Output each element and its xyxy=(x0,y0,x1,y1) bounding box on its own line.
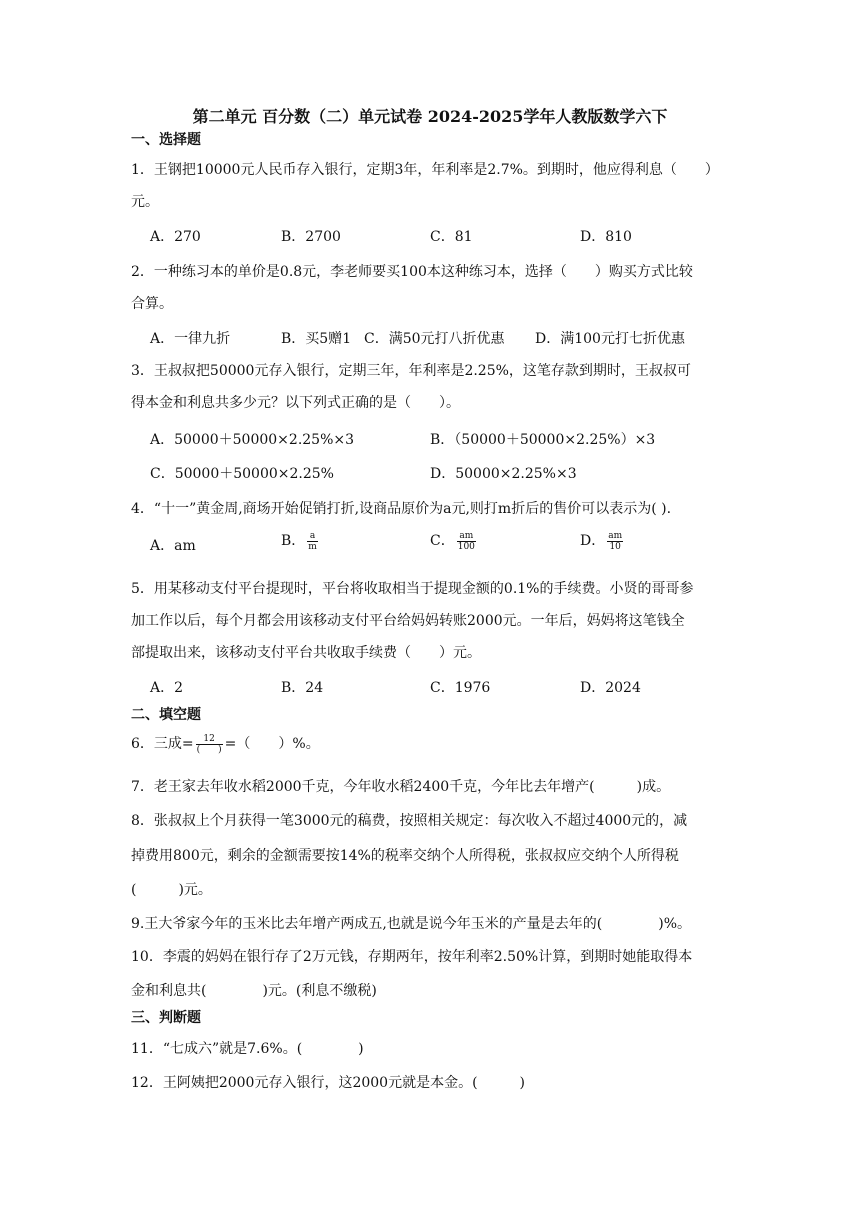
question-2-line-2: 合算。 xyxy=(131,296,173,312)
question-2-option-c: C．满50元打八折优惠 xyxy=(364,331,505,347)
section-heading-choice: 一、选择题 xyxy=(131,132,201,148)
fraction-denominator: m xyxy=(308,541,317,552)
question-2-option-d: D．满100元打七折优惠 xyxy=(535,331,685,347)
question-6-prefix: 6．三成= xyxy=(131,736,194,752)
page-title: 第二单元 百分数（二）单元试卷 2024-2025学年人教版数学六下 xyxy=(192,107,668,126)
question-1-option-d: D．810 xyxy=(580,229,632,245)
question-4-option-c-label: C． xyxy=(430,533,455,549)
question-5-option-d: D．2024 xyxy=(580,680,641,696)
question-1-option-c: C．81 xyxy=(430,229,473,245)
question-8-line-2: 掉费用800元，剩余的金额需要按14%的税率交纳个人所得税，张叔叔应交纳个人所得税 xyxy=(131,848,679,864)
question-4-option-b-label: B． xyxy=(281,533,306,549)
question-6-suffix: =（ ）%。 xyxy=(224,736,320,752)
question-7-line-1: 7．老王家去年收水稻2000千克，今年收水稻2400千克，今年比去年增产( )成。 xyxy=(131,779,671,795)
fraction-denominator: 100 xyxy=(457,541,475,552)
question-6 xyxy=(131,733,731,755)
fraction-denominator: 10 xyxy=(609,541,621,552)
fraction xyxy=(196,734,223,755)
question-3-option-a: A．50000＋50000×2.25%×3 xyxy=(150,432,355,448)
question-12-line-1: 12．王阿姨把2000元存入银行，这2000元就是本金。( ) xyxy=(131,1075,525,1091)
question-2-option-a: A．一律九折 xyxy=(150,331,231,347)
question-4-option-d-label: D． xyxy=(580,533,606,549)
fraction xyxy=(457,531,476,552)
question-4-line-1: 4．“十一”黄金周,商场开始促销打折,设商品原价为a元,则打m折后的售价可以表示为( ). xyxy=(131,501,672,517)
question-5-option-a: A．2 xyxy=(150,680,184,696)
question-9-line-1: 9.王大爷家今年的玉米比去年增产两成五,也就是说今年玉米的产量是去年的( )%。 xyxy=(131,916,692,932)
question-4-option-b xyxy=(281,530,320,552)
question-8-line-3: ( )元。 xyxy=(131,882,212,898)
question-5-option-c: C．1976 xyxy=(430,680,491,696)
question-3-option-b: B．（50000＋50000×2.25%）×3 xyxy=(430,432,656,448)
question-5-option-b: B．24 xyxy=(281,680,324,696)
fraction-numerator: 12 xyxy=(196,734,223,745)
question-8-line-1: 8．张叔叔上个月获得一笔3000元的稿费，按照相关规定：每次收入不超过4000元的，减 xyxy=(131,813,688,829)
fraction xyxy=(607,531,623,552)
question-3-option-c: C．50000＋50000×2.25% xyxy=(150,466,334,482)
fraction-numerator: am xyxy=(608,530,623,541)
question-5-line-2: 加工作以后，每个月都会用该移动支付平台给妈妈转账2000元。一年后，妈妈将这笔钱全 xyxy=(131,613,685,629)
section-heading-fill: 二、填空题 xyxy=(131,707,201,723)
question-5-line-1: 5．用某移动支付平台提现时，平台将收取相当于提现金额的0.1%的手续费。小贤的哥哥参 xyxy=(131,581,694,597)
question-10-line-2: 金和利息共( )元。(利息不缴税) xyxy=(131,983,377,999)
question-1-line-1: 1．王钢把10000元人民币存入银行，定期3年，年利率是2.7%。到期时，他应得利息（ ） xyxy=(131,162,719,178)
question-1-option-a: A．270 xyxy=(150,229,201,245)
question-4-option-d xyxy=(580,530,625,552)
section-heading-judge: 三、判断题 xyxy=(131,1010,201,1026)
fraction-numerator: a xyxy=(307,531,318,542)
question-10-line-1: 10．李震的妈妈在银行存了2万元钱，存期两年，按年利率2.50%计算，到期时她能取得本 xyxy=(131,949,693,965)
question-3-line-2: 得本金和利息共多少元？以下列式正确的是（ ）。 xyxy=(131,395,460,411)
question-1-option-b: B．2700 xyxy=(281,229,341,245)
question-1-line-2: 元。 xyxy=(131,194,159,210)
question-4-option-c xyxy=(430,530,478,552)
fraction-numerator: am xyxy=(457,531,476,542)
question-2-option-b: B．买5赠1 xyxy=(281,331,352,347)
question-11-line-1: 11．“七成六”就是7.6%。( ) xyxy=(131,1041,364,1057)
question-5-line-3: 部提取出来，该移动支付平台共收取手续费（ ）元。 xyxy=(131,645,481,661)
question-4-option-a: A．am xyxy=(150,538,196,554)
question-3-option-d: D．50000×2.25%×3 xyxy=(430,466,577,482)
question-3-line-1: 3．王叔叔把50000元存入银行，定期三年，年利率是2.25%，这笔存款到期时，王叔叔可 xyxy=(131,363,691,379)
fraction xyxy=(307,531,318,552)
question-2-line-1: 2．一种练习本的单价是0.8元，李老师要买100本这种练习本，选择（ ）购买方式比较 xyxy=(131,264,693,280)
fraction-denominator: ( ) xyxy=(196,744,222,755)
